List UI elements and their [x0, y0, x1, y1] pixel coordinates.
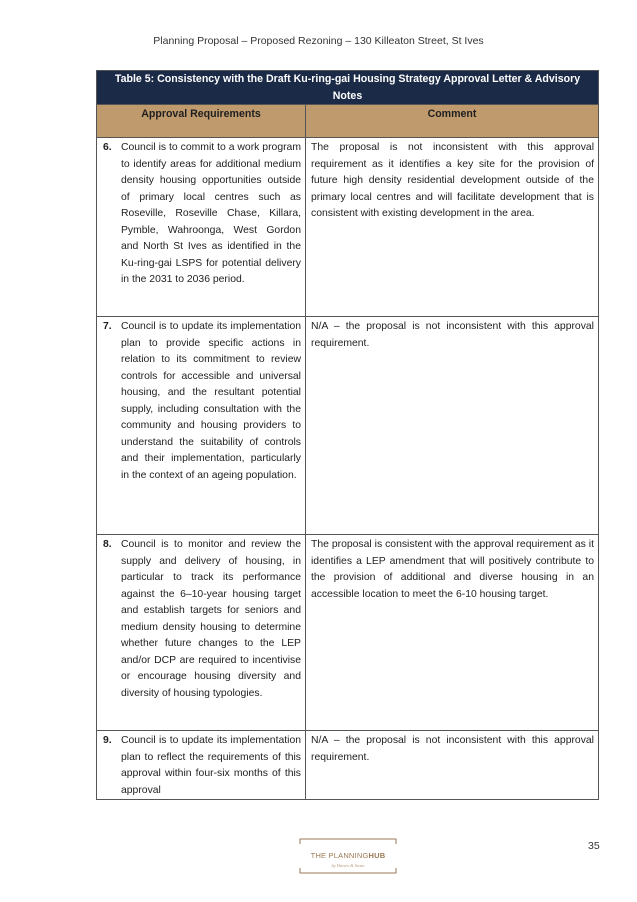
- requirement-text: Council is to update its implementation plan to provide specific actions in relation to its commitment to review controls for accessible and universal housing, and the resultant potential supply, including consultation with the community and housing providers to understand the suitability of controls and their implementation, particularly in the context of an ageing population.: [121, 321, 301, 481]
- requirement-text: Council is to monitor and review the supply and delivery of housing, in particular to track its performance against the 6–10-year housing target and establish targets for seniors and medium density housing to determine whether future changes to the LEP and/or DCP are required to incentivise or encourage housing diversity and diversity of housing typologies.: [121, 539, 301, 699]
- table-row: [97, 535, 599, 731]
- comment-cell: N/A – the proposal is not inconsistent with this approval requirement.: [306, 731, 599, 800]
- requirement-cell: [97, 138, 306, 317]
- row-number: 7.: [103, 321, 112, 332]
- requirement-text: Council is to update its implementation plan to reflect the requirements of this approval within four-six months of this approval: [121, 735, 301, 796]
- requirement-text: Council is to commit to a work program to identify areas for additional medium density housing opportunities outside of primary local centres such as Roseville, Roseville Chase, Killara, Pymble, Wahroonga, West Gordon and North St Ives as identified in the Ku-ring-gai LSPS for potential delivery in the 2031 to 2036 period.: [121, 142, 301, 285]
- requirement-cell: [97, 535, 306, 731]
- table-header-row: [97, 105, 599, 138]
- table-title: Table 5: Consistency with the Draft Ku-ring-gai Housing Strategy Approval Letter & Advisory Notes: [97, 71, 599, 105]
- table-row: [97, 317, 599, 535]
- row-number: 9.: [103, 735, 112, 746]
- consistency-table: [96, 70, 599, 800]
- logo-tagline: by Hawes & Swan: [331, 863, 365, 868]
- column-header-comment: Comment: [306, 105, 599, 138]
- comment-cell: The proposal is not inconsistent with this approval requirement as it identifies a key site for the provision of future high density residential development outside of the primary local centres and will facilitate development that is consistent with existing development in the area.: [306, 138, 599, 317]
- requirement-cell: [97, 317, 306, 535]
- page-header: Planning Proposal – Proposed Rezoning – 130 Killeaton Street, St Ives: [153, 35, 484, 47]
- page-number: 35: [588, 840, 600, 852]
- table-row: [97, 731, 599, 800]
- table-title-row: [97, 71, 599, 105]
- requirement-cell: [97, 731, 306, 800]
- row-number: 8.: [103, 539, 112, 550]
- logo-wordmark: THE PLANNINGHUB: [310, 851, 386, 860]
- row-number: 6.: [103, 142, 112, 153]
- comment-cell: N/A – the proposal is not inconsistent with this approval requirement.: [306, 317, 599, 535]
- planninghub-logo: [299, 838, 397, 874]
- column-header-requirements: Approval Requirements: [97, 105, 306, 138]
- comment-cell: The proposal is consistent with the approval requirement as it identifies a LEP amendment that will positively contribute to the provision of additional and diverse housing in an accessible location to meet the 6-10 housing target.: [306, 535, 599, 731]
- table-row: [97, 138, 599, 317]
